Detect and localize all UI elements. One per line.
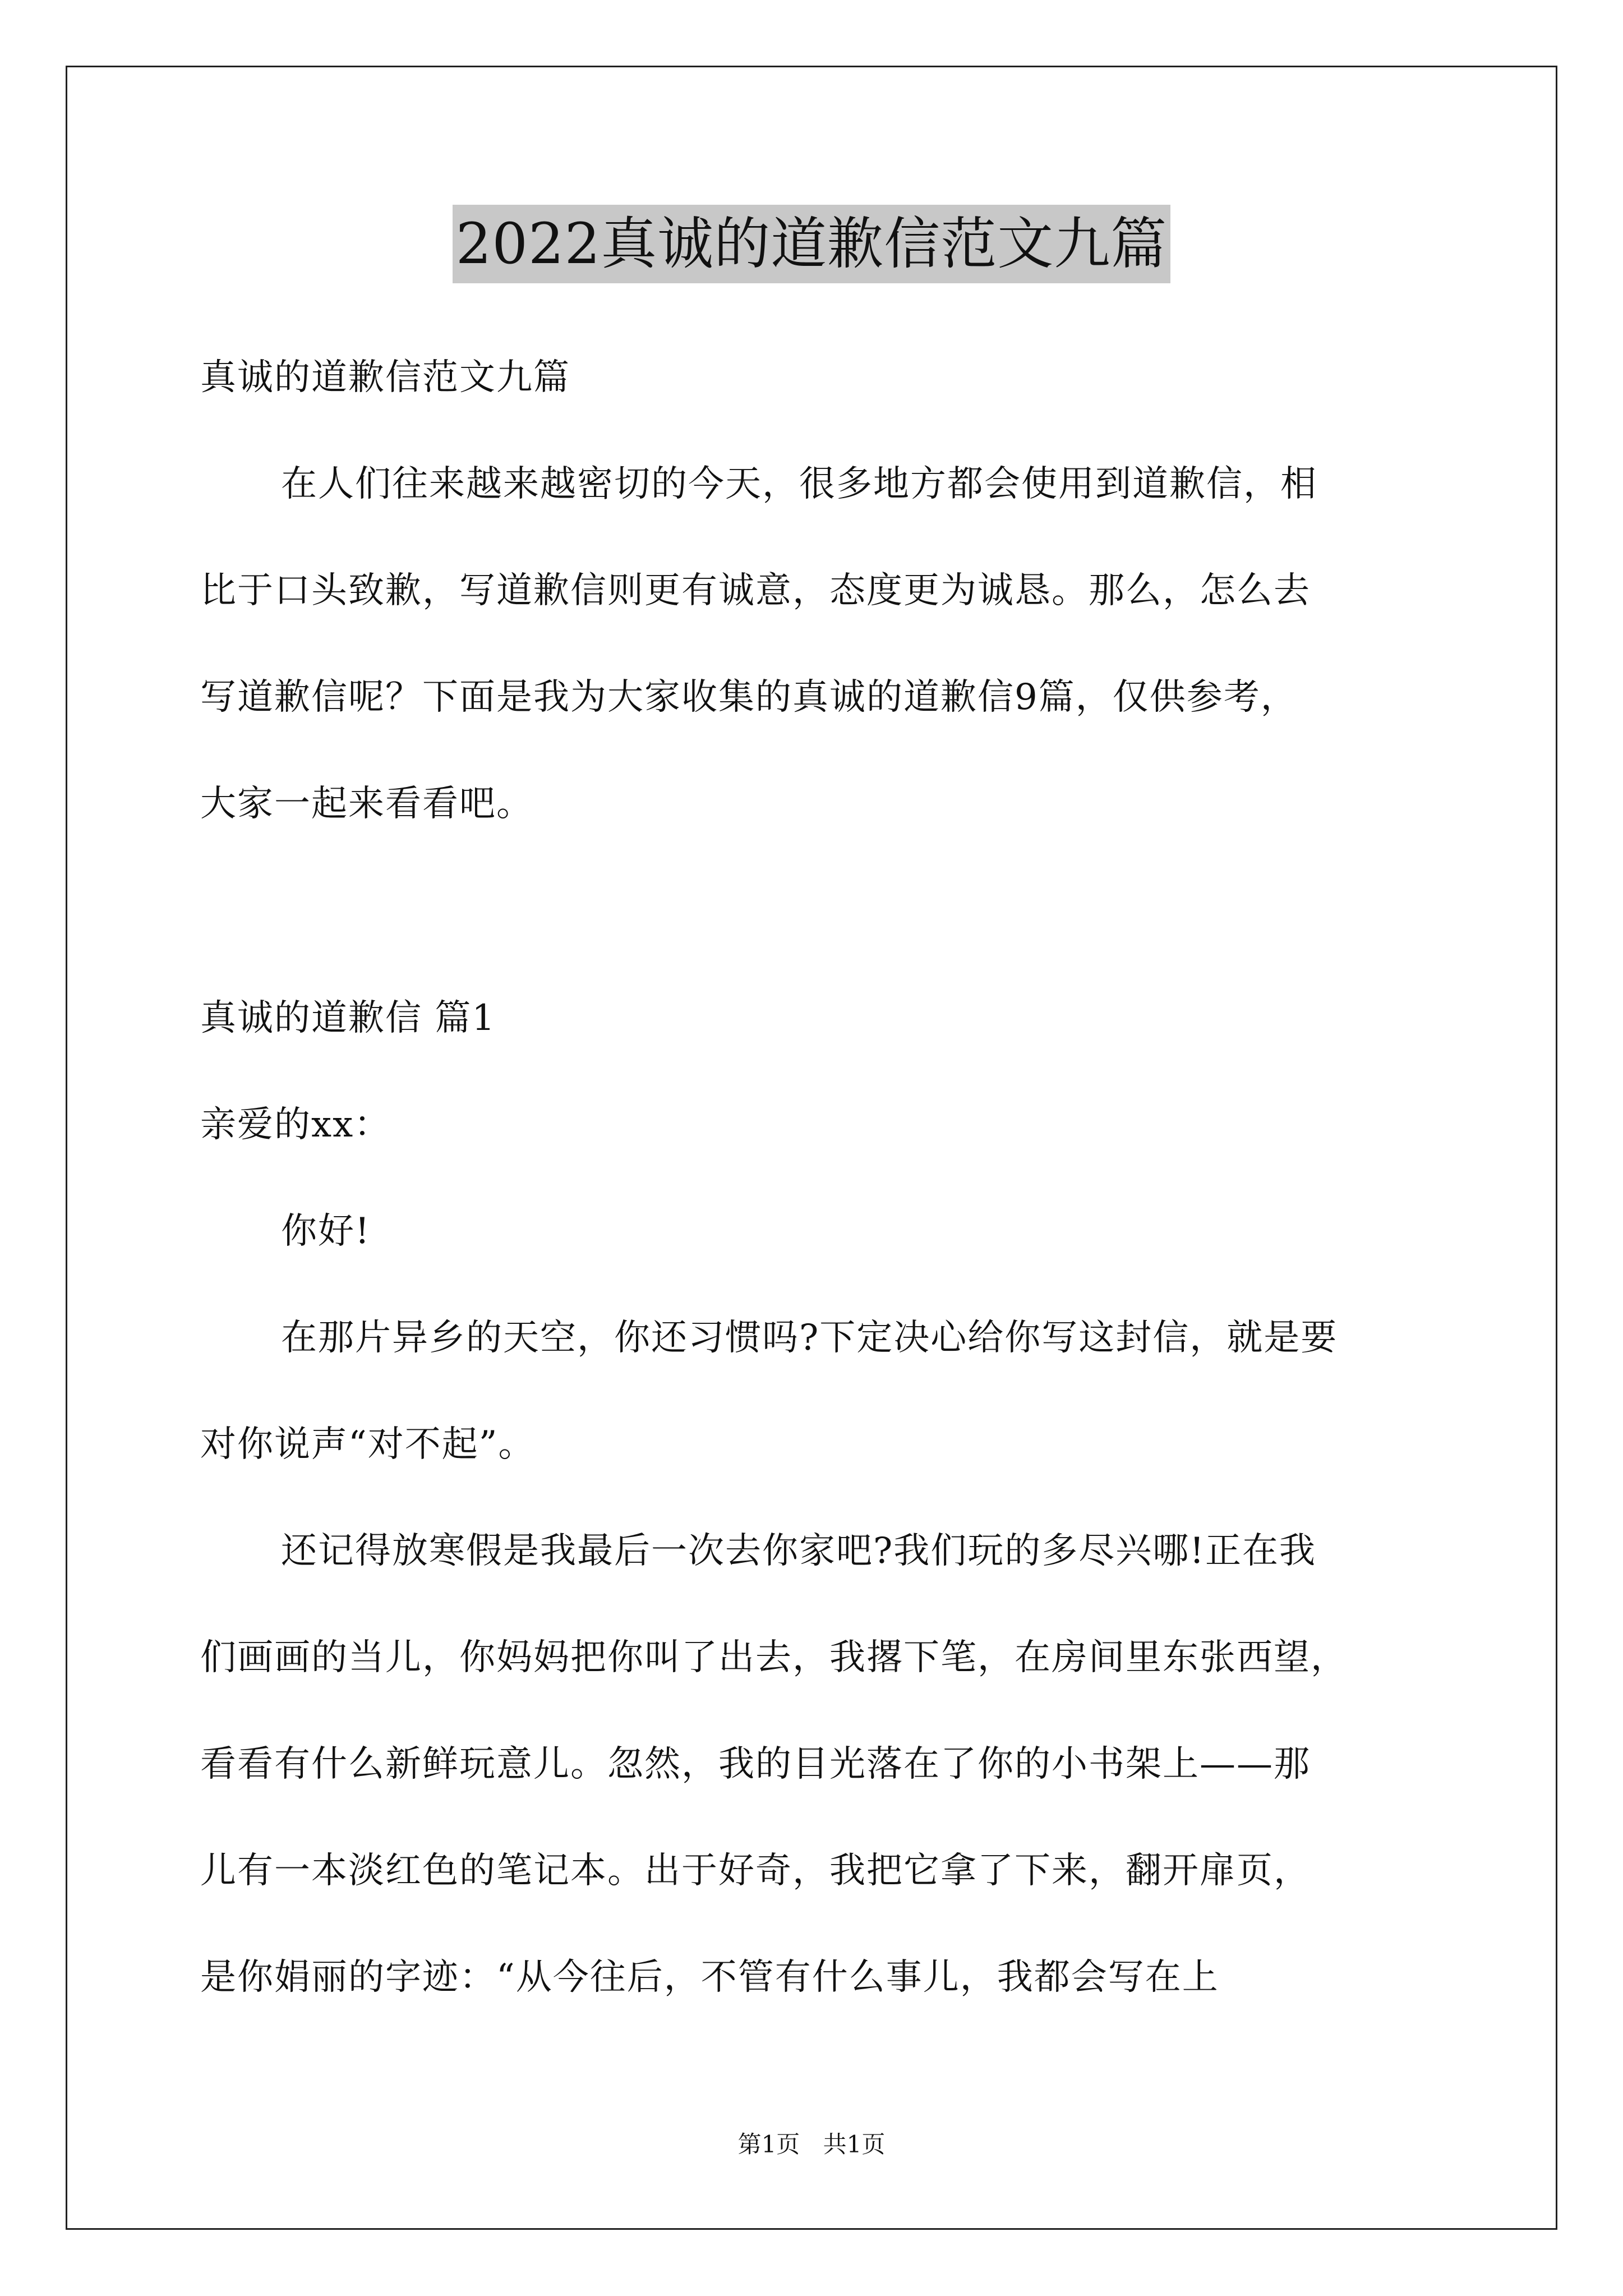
paragraph-line: 在那片异乡的天空，你还习惯吗?下定决心给你写这封信，就是要	[281, 1317, 1338, 1359]
document-title: 2022真诚的道歉信范文九篇	[453, 205, 1171, 283]
paragraph-line: 儿有一本淡红色的笔记本。出于好奇，我把它拿了下来，翻开扉页，	[200, 1850, 1311, 1892]
page-number-total: 共1页	[823, 2131, 886, 2158]
page-footer	[0, 2128, 1623, 2161]
intro-line: 在人们往来越来越密切的今天，很多地方都会使用到道歉信，相	[281, 463, 1317, 505]
document-subtitle: 真诚的道歉信范文九篇	[200, 357, 570, 398]
paragraph-line: 对你说声“对不起”。	[200, 1424, 536, 1465]
salutation: 亲爱的xx：	[200, 1104, 391, 1145]
intro-line: 比于口头致歉，写道歉信则更有诚意，态度更为诚恳。那么，怎么去	[200, 570, 1311, 611]
section-heading: 真诚的道歉信 篇1	[200, 997, 496, 1039]
intro-line: 大家一起来看看吧。	[200, 783, 533, 825]
paragraph-line: 还记得放寒假是我最后一次去你家吧?我们玩的多尽兴哪!正在我	[281, 1530, 1317, 1572]
paragraph-line: 看看有什么新鲜玩意儿。忽然，我的目光落在了你的小书架上——那	[200, 1743, 1311, 1785]
greeting: 你好!	[281, 1211, 371, 1252]
title-container	[0, 205, 1623, 283]
paragraph-line: 们画画的当儿，你妈妈把你叫了出去，我撂下笔，在房间里东张西望，	[200, 1637, 1348, 1678]
page-number-current: 第1页	[737, 2131, 800, 2158]
paragraph-line: 是你娟丽的字迹：“从今往后，不管有什么事儿，我都会写在上	[200, 1957, 1219, 1998]
intro-line: 写道歉信呢？下面是我为大家收集的真诚的道歉信9篇，仅供参考，	[200, 677, 1298, 718]
